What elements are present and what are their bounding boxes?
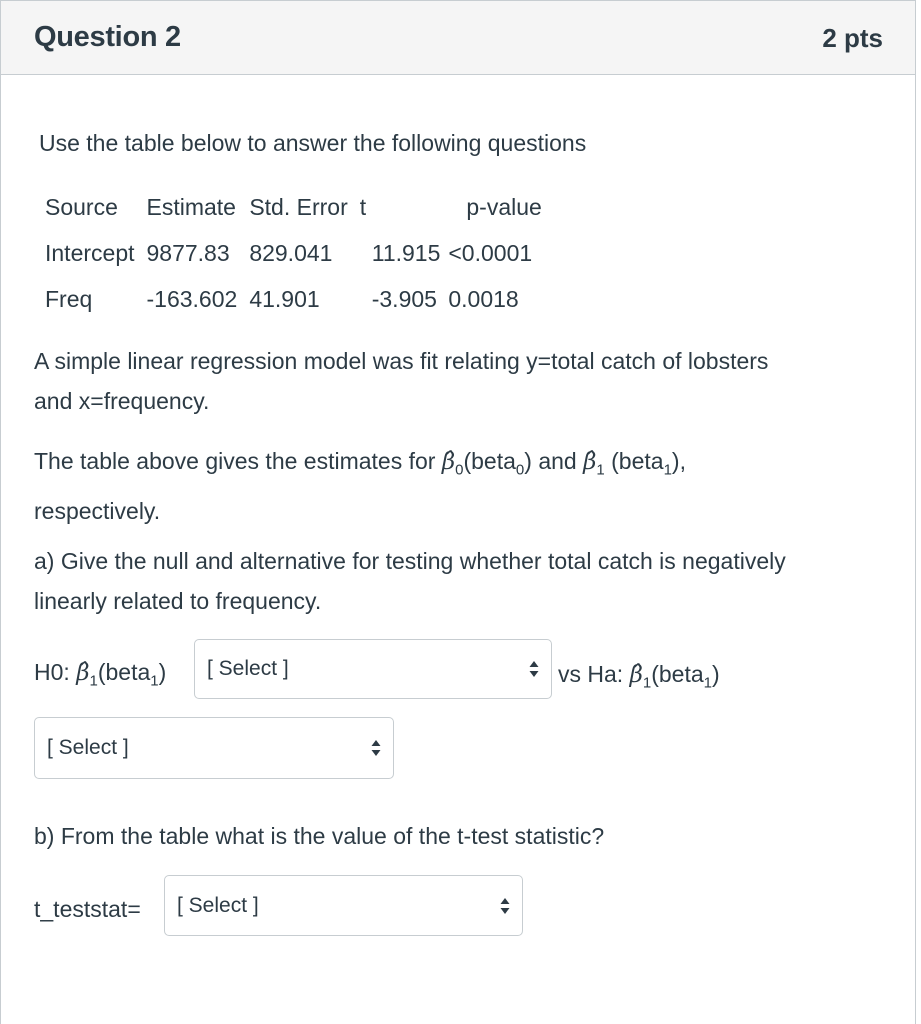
table-cell: Intercept: [45, 239, 135, 266]
question-header: [1, 1, 915, 75]
estimates-description: [34, 441, 894, 531]
table-cell: 0.0018: [448, 285, 519, 312]
beta1-paren-pre: (beta: [604, 448, 664, 474]
table-cell: <0.0001: [448, 239, 533, 266]
table-cell: 41.901: [249, 285, 320, 312]
table-row: [39, 230, 548, 276]
table-header-row: [39, 184, 548, 230]
select-arrows-icon: [500, 897, 510, 915]
table-header-cell: Source: [45, 193, 118, 220]
select-arrows-icon: [371, 739, 381, 757]
beta1-paren-subscript: 1: [663, 461, 672, 479]
ha-paren-post: ): [712, 661, 720, 687]
part-a-line-1: a) Give the null and alternative for testing whether total catch is negatively: [34, 548, 786, 574]
table-cell: 11.915: [371, 239, 441, 266]
tstat-label: t_teststat=: [34, 896, 141, 922]
part-b-question: [34, 816, 894, 856]
ha-select[interactable]: [34, 717, 394, 779]
h0-label: [34, 659, 166, 690]
part-a-line-2: linearly related to frequency.: [34, 588, 322, 614]
beta1-subscript: 1: [596, 461, 605, 479]
ha-paren-subscript: 1: [703, 674, 712, 692]
table-row: [39, 276, 548, 322]
beta0-paren-pre: (beta: [463, 448, 516, 474]
table-cell: 9877.83: [146, 239, 230, 266]
table-cell: -3.905: [371, 285, 437, 312]
beta1-symbol: β̂: [583, 449, 597, 475]
tstat-select[interactable]: [164, 875, 523, 936]
h0-beta-subscript: 1: [89, 672, 98, 690]
ha-select-value: [ Select ]: [47, 736, 129, 759]
table-header-cell: t: [359, 193, 367, 220]
h0-prefix: H0:: [34, 659, 77, 685]
ha-beta-symbol: β̂: [629, 662, 643, 688]
beta0-paren-post: ) and: [524, 448, 584, 474]
estimates-pre-text: The table above gives the estimates for: [34, 448, 442, 474]
part-b-line: b) From the table what is the value of the t-test statistic?: [34, 823, 605, 849]
beta0-subscript: 0: [455, 461, 464, 479]
select-arrows-icon: [529, 660, 539, 678]
table-header-cell: Std. Error: [249, 193, 348, 220]
table-cell: -163.602: [146, 285, 238, 312]
tstat-select-value: [ Select ]: [177, 893, 259, 917]
model-line-2: and x=frequency.: [34, 388, 210, 414]
ha-paren-pre: (beta: [651, 661, 704, 687]
beta1-paren-post: ),: [671, 448, 686, 474]
table-header-cell: Estimate: [146, 193, 236, 220]
question-title: Question 2: [34, 21, 181, 53]
beta0-paren-subscript: 0: [515, 461, 525, 479]
regression-table: [39, 184, 548, 322]
h0-paren-subscript: 1: [150, 672, 159, 690]
ha-prefix: vs Ha:: [558, 661, 630, 687]
estimates-line-1: [34, 441, 894, 491]
h0-select-value: [ Select ]: [207, 657, 289, 680]
question-points: 2 pts: [822, 23, 883, 53]
part-a-question: [34, 541, 894, 621]
model-line-1: A simple linear regression model was fit relating y=total catch of lobsters: [34, 348, 769, 374]
ha-beta-subscript: 1: [642, 674, 652, 692]
model-description: [34, 341, 894, 421]
estimates-line-2: respectively.: [34, 497, 161, 524]
table-cell: Freq: [45, 285, 93, 312]
ha-label: [558, 661, 720, 692]
h0-select[interactable]: [194, 639, 552, 699]
intro-text: Use the table below to answer the following questions: [39, 130, 587, 156]
h0-paren-pre: (beta: [97, 659, 151, 685]
table-cell: 829.041: [249, 239, 333, 266]
table-header-cell: p-value: [466, 193, 542, 220]
beta0-symbol: β̂: [441, 449, 456, 475]
h0-beta-symbol: β̂: [76, 660, 90, 686]
h0-paren-post: ): [158, 659, 167, 685]
